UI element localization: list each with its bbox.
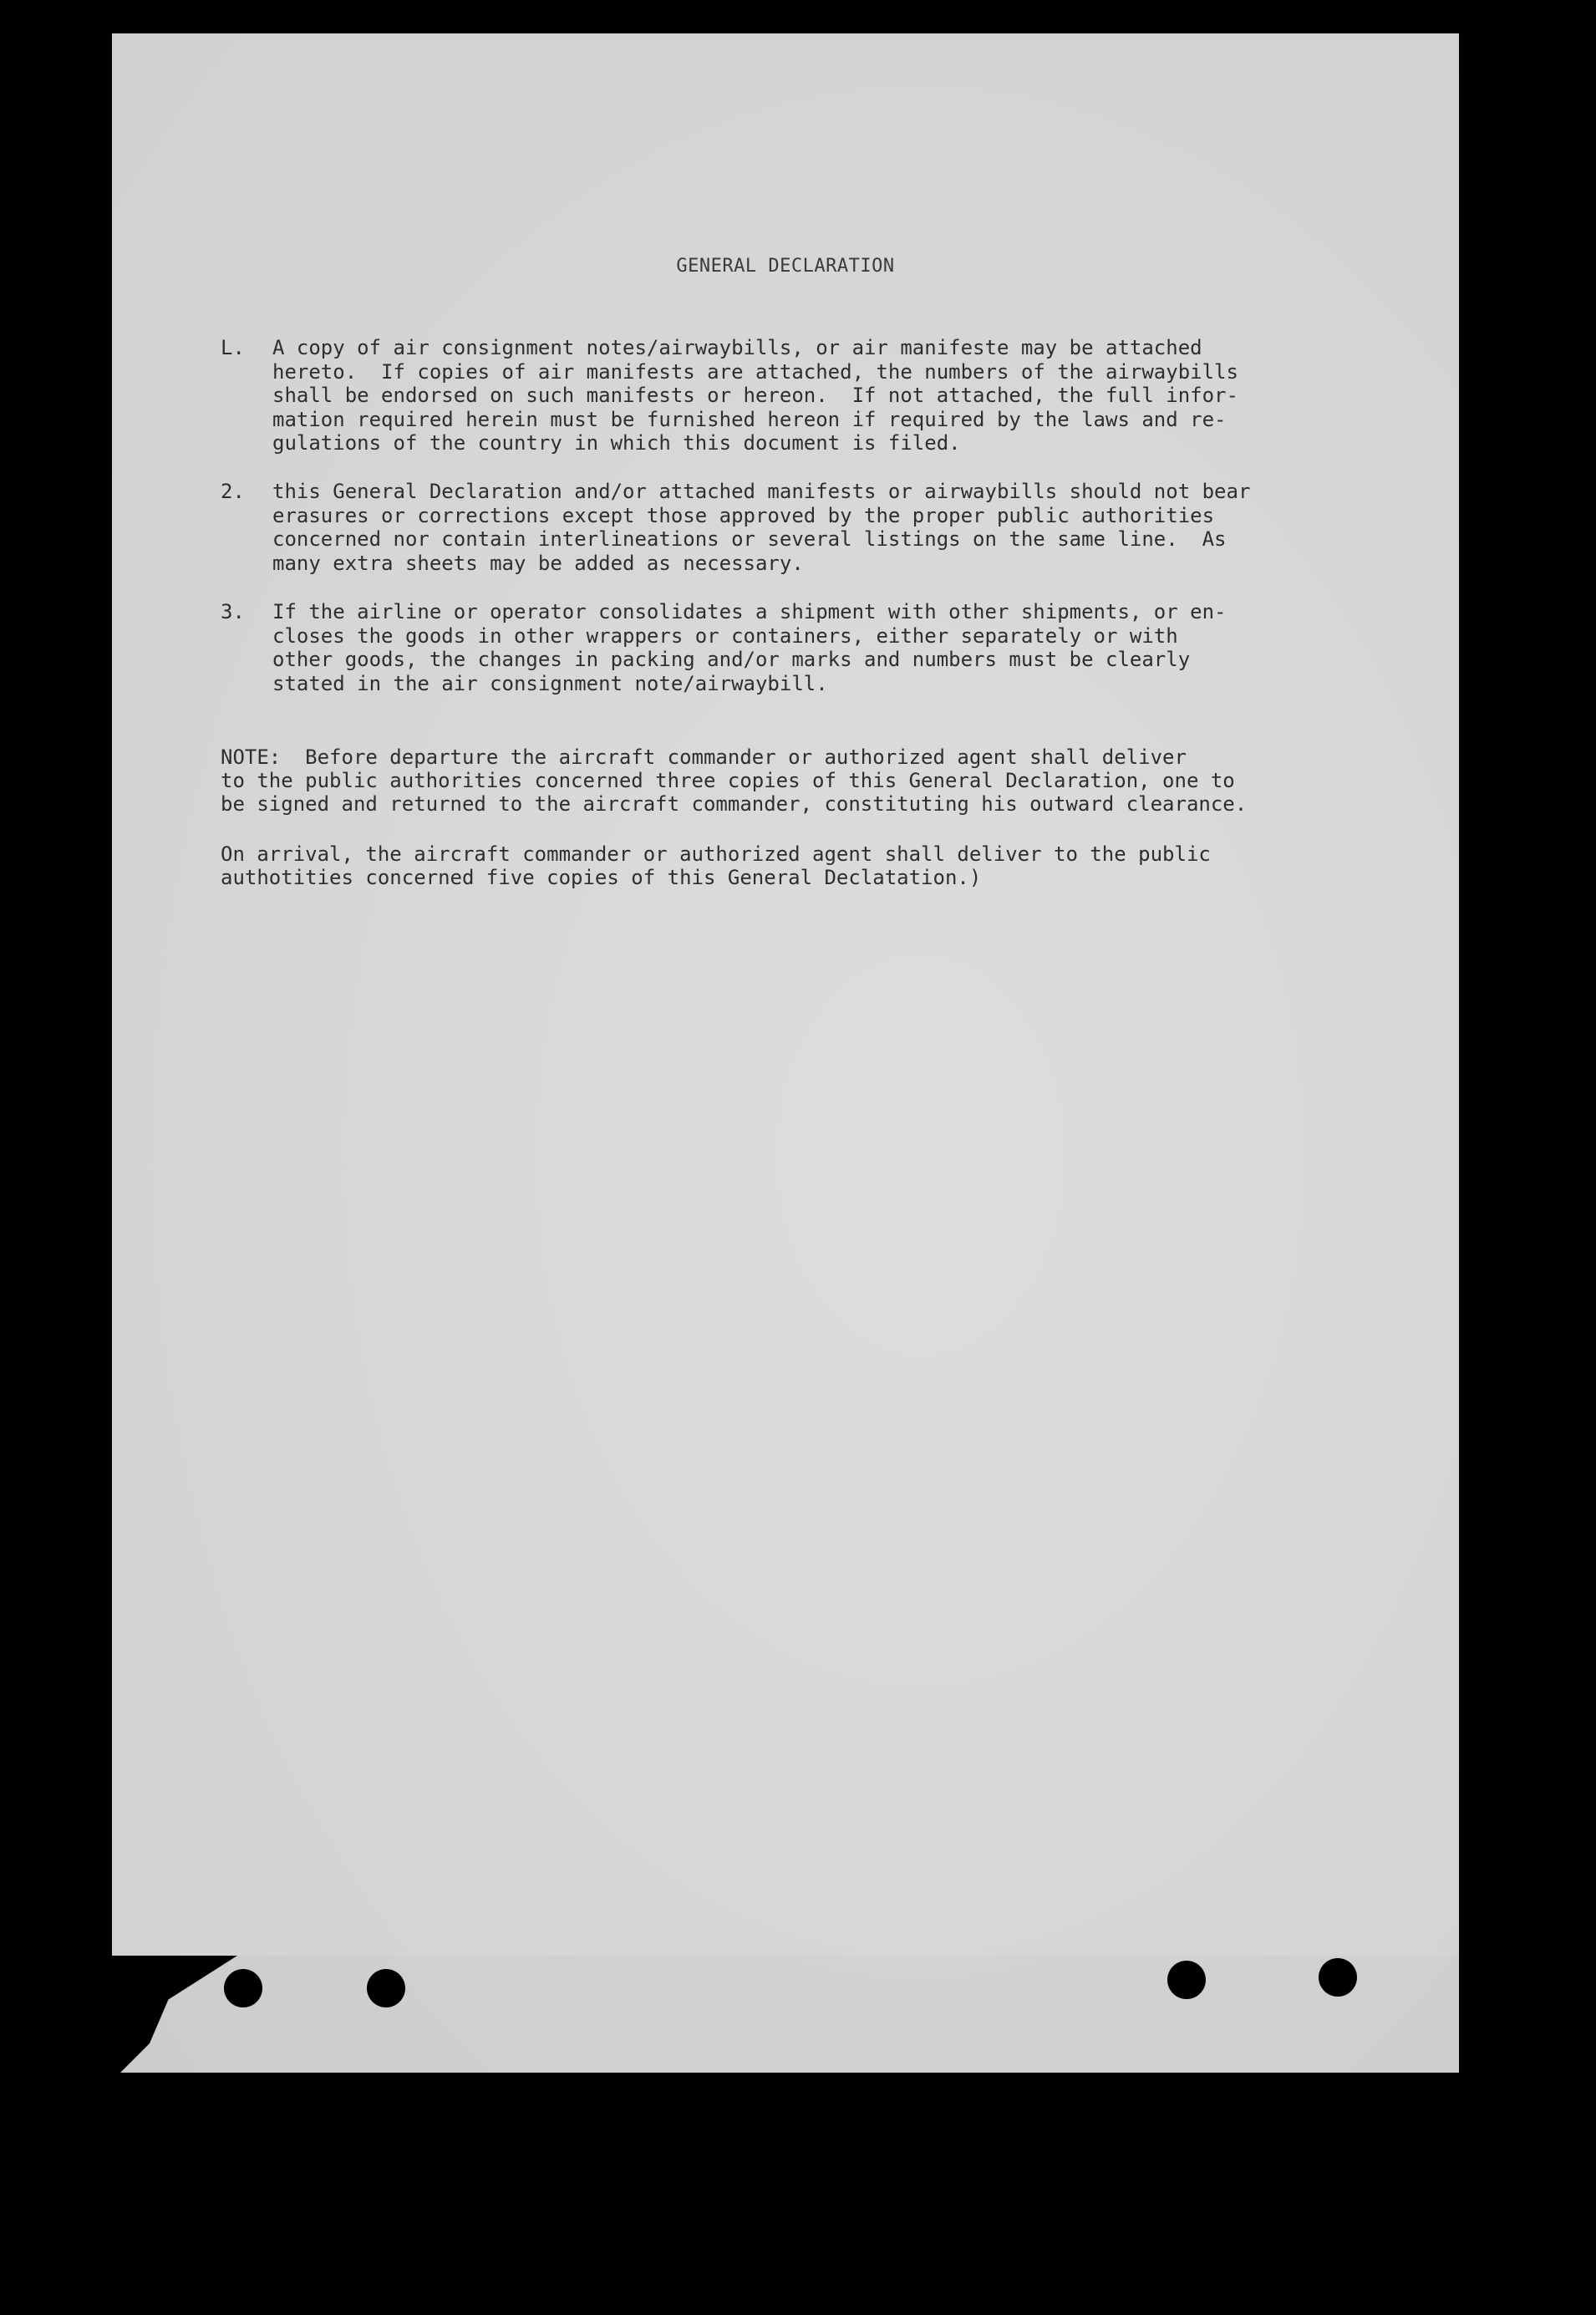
text-line: to the public authorities concerned three copies of this General Declaration, one to [221,769,1235,792]
text-line: erasures or corrections except those approved by the proper public authorities [272,503,1215,527]
punch-hole [1319,1958,1357,1997]
text-line: gulations of the country in which this document is filed. [272,431,961,455]
text-line: many extra sheets may be added as necessary. [272,551,804,575]
text-line: stated in the air consignment note/airwaybill. [272,671,828,695]
text-line: shall be endorsed on such manifests or hereon. If not attached, the full infor- [272,384,1238,407]
punch-hole [1167,1961,1206,1999]
page-bottom-margin [112,1956,1459,2073]
text-line: authotities concerned five copies of this General Declatation.) [221,866,982,889]
text-line: be signed and returned to the aircraft commander, constituting his outward clearance. [221,792,1248,816]
text-line: NOTE: Before departure the aircraft commander or authorized agent shall deliver [221,745,1187,769]
item-text [272,600,1375,695]
text-line: mation required herein must be furnished hereon if required by the laws and re- [272,407,1227,431]
arrival-paragraph [221,842,1390,889]
page-title: GENERAL DECLARATION [676,256,895,277]
punch-hole [224,1969,262,2007]
item-text [272,480,1375,575]
text-line: On arrival, the aircraft commander or authorized agent shall deliver to the public [221,842,1211,866]
text-line: this General Declaration and/or attached manifests or airwaybills should not bear [272,480,1251,503]
item-number: 3. [221,600,245,623]
text-line: If the airline or operator consolidates a shipment with other shipments, or en- [272,600,1227,623]
text-line: closes the goods in other wrappers or containers, either separately or with [272,623,1178,648]
punch-hole [367,1969,405,2007]
note-paragraph [221,745,1390,816]
text-line: hereto. If copies of air manifests are attached, the numbers of the airwaybills [272,359,1238,384]
text-line: other goods, the changes in packing and/or marks and numbers must be clearly [272,648,1191,671]
document-page [112,33,1459,2073]
item-text [272,336,1375,455]
text-line: concerned nor contain interlineations or several listings on the same line. As [272,527,1227,551]
item-number: 2. [221,480,245,503]
item-number: L. [221,336,245,359]
text-line: A copy of air consignment notes/airwaybills, or air manifeste may be attached [272,336,1202,359]
